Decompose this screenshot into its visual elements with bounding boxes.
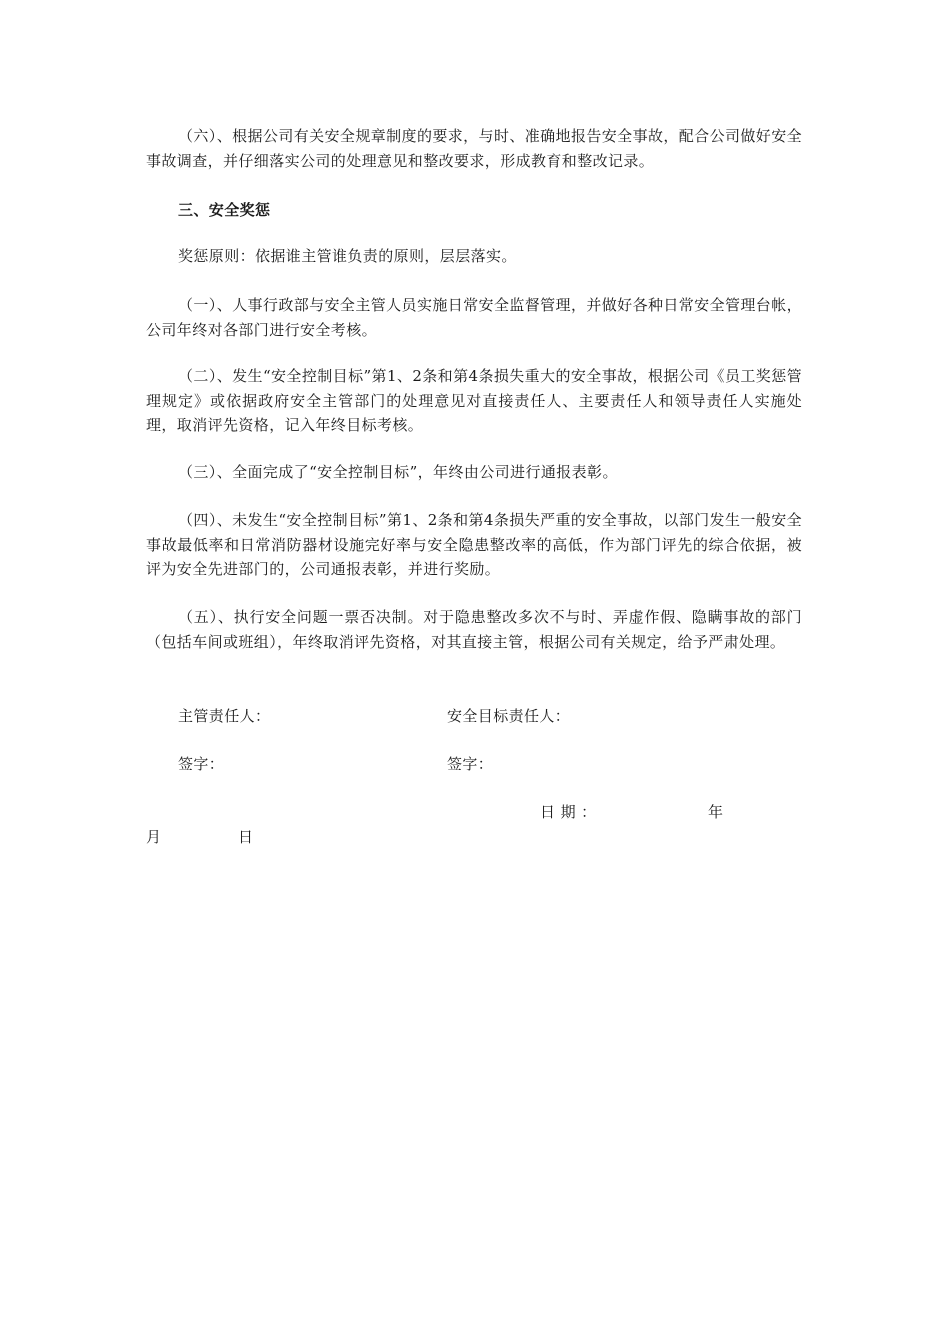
paragraph-item-6: （六）、根据公司有关安全规章制度的要求，与时、准确地报告安全事故，配合公司做好安全事故调查，并仔细落实公司的处理意见和整改要求，形成教育和整改记录。 (146, 127, 802, 170)
target-responsible-label: 安全目标责任人： (447, 707, 571, 725)
date-month-label: 月 (146, 828, 162, 846)
date-label: 日 期 ： (540, 803, 597, 821)
paragraph-rule-5: （五）、执行安全问题一票否决制。对于隐患整改多次不与时、弄虚作假、隐瞒事故的部门（包括车间或班组），年终取消评先资格，对其直接主管，根据公司有关规定，给予严肃处理。 (146, 608, 802, 651)
paragraph-rule-2: （二）、发生“安全控制目标”第1、2条和第4条损失重大的安全事故，根据公司《员工奖惩管理规定》或依据政府安全主管部门的处理意见对直接责任人、主要责任人和领导责任人实施处理，取消评先资格，记入年终目标考核。 (146, 367, 802, 434)
paragraph-rule-3: （三）、全面完成了“安全控制目标”，年终由公司进行通报表彰。 (178, 463, 618, 481)
paragraph-rule-1: （一）、人事行政部与安全主管人员实施日常安全监督管理，并做好各种日常安全管理台帐，公司年终对各部门进行安全考核。 (146, 296, 802, 339)
signature-left-label: 签字： (178, 755, 225, 773)
signature-right-label: 签字： (447, 755, 494, 773)
paragraph-rule-4: （四）、未发生“安全控制目标”第1、2条和第4条损失严重的安全事故，以部门发生一般安全事故最低率和日常消防器材设施完好率与安全隐患整改率的高低，作为部门评先的综合依据，被评为安全先进部门的，公司通报表彰，并进行奖励。 (146, 511, 802, 578)
date-year-label: 年 (708, 803, 724, 821)
paragraph-principle: 奖惩原则：依据谁主管谁负责的原则，层层落实。 (178, 247, 517, 265)
date-day-label: 日 (238, 828, 254, 846)
supervisor-label: 主管责任人： (178, 707, 271, 725)
section-heading-rewards: 三、安全奖惩 (178, 201, 271, 219)
